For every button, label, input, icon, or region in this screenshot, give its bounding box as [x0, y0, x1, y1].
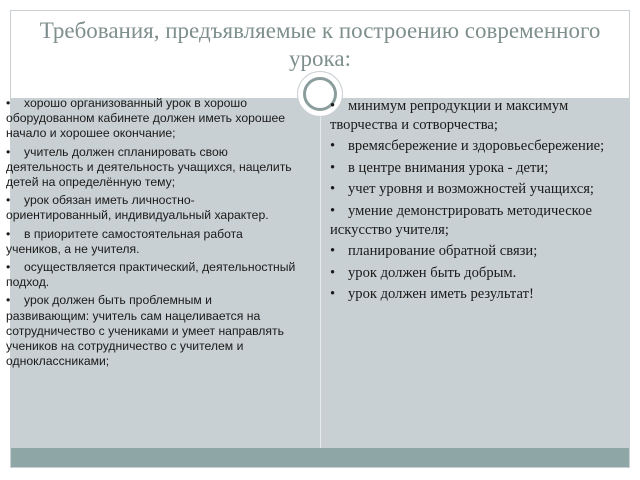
- list-item: [330, 180, 612, 199]
- list-item: [6, 96, 296, 142]
- list-item: [6, 145, 296, 191]
- list-item-text: минимум репродукции и максимум творчества и сотворчества;: [330, 98, 569, 133]
- bullet-icon: •: [330, 138, 336, 155]
- bullet-icon: •: [330, 98, 336, 114]
- list-item: [6, 193, 296, 223]
- bullet-icon: •: [6, 293, 11, 308]
- bullet-icon: •: [6, 193, 11, 208]
- list-item: [6, 260, 296, 290]
- list-item: [330, 264, 612, 283]
- bullet-icon: •: [6, 96, 11, 110]
- list-item: [330, 285, 612, 304]
- list-item-text: планирование обратной связи;: [348, 243, 538, 260]
- list-item-text: учитель должен спланировать свою деятельность и деятельность учащихся, нацелить детей на определённую тему;: [6, 144, 292, 190]
- bullet-icon: •: [6, 144, 11, 159]
- bullet-icon: •: [330, 264, 336, 281]
- list-item-text: умение демонстрировать методическое искусство учителя;: [330, 202, 592, 238]
- list-item-text: урок должен быть добрым.: [348, 264, 517, 281]
- list-item-text: времясбережение и здоровьесбережение;: [348, 138, 605, 155]
- bullet-icon: •: [330, 286, 336, 303]
- list-item: [330, 137, 612, 156]
- list-item: [330, 242, 612, 261]
- list-item-text: в центре внимания урока - дети;: [348, 159, 549, 176]
- list-item-text: хорошо организованный урок в хорошо оборудованном кабинете должен иметь хорошее начало и хорошее окончание;: [6, 96, 286, 141]
- bullet-icon: •: [330, 202, 336, 219]
- slide-title: Требования, предъявляемые к построению современного урока:: [39, 18, 601, 71]
- list-item: [6, 227, 296, 257]
- bullet-icon: •: [330, 159, 336, 176]
- list-item: [330, 97, 612, 134]
- bullet-icon: •: [6, 260, 11, 275]
- list-item-text: в приоритете самостоятельная работа учеников, а не учителя.: [6, 226, 243, 256]
- list-item: [330, 202, 612, 239]
- list-item-text: урок обязан иметь личностно-ориентированный, индивидуальный характер.: [6, 193, 269, 223]
- list-item: [330, 159, 612, 178]
- bullet-icon: •: [6, 226, 11, 241]
- bullet-icon: •: [330, 243, 336, 260]
- list-item: [6, 293, 296, 369]
- list-item-text: урок должен иметь результат!: [348, 286, 534, 303]
- right-bullet-list: [330, 97, 612, 307]
- list-item-text: урок должен быть проблемным и развивающим: учитель сам нацеливается на сотрудничество с учениками и умеет направлять учеников на сотрудничество с учителем и одноклассниками;: [6, 293, 284, 369]
- column-divider: [320, 98, 321, 448]
- left-bullet-list: [6, 96, 296, 372]
- list-item-text: учет уровня и возможностей учащихся;: [348, 181, 594, 198]
- footer-bar: [11, 448, 629, 467]
- list-item-text: осуществляется практический, деятельностный подход.: [6, 260, 296, 290]
- bullet-icon: •: [330, 181, 336, 198]
